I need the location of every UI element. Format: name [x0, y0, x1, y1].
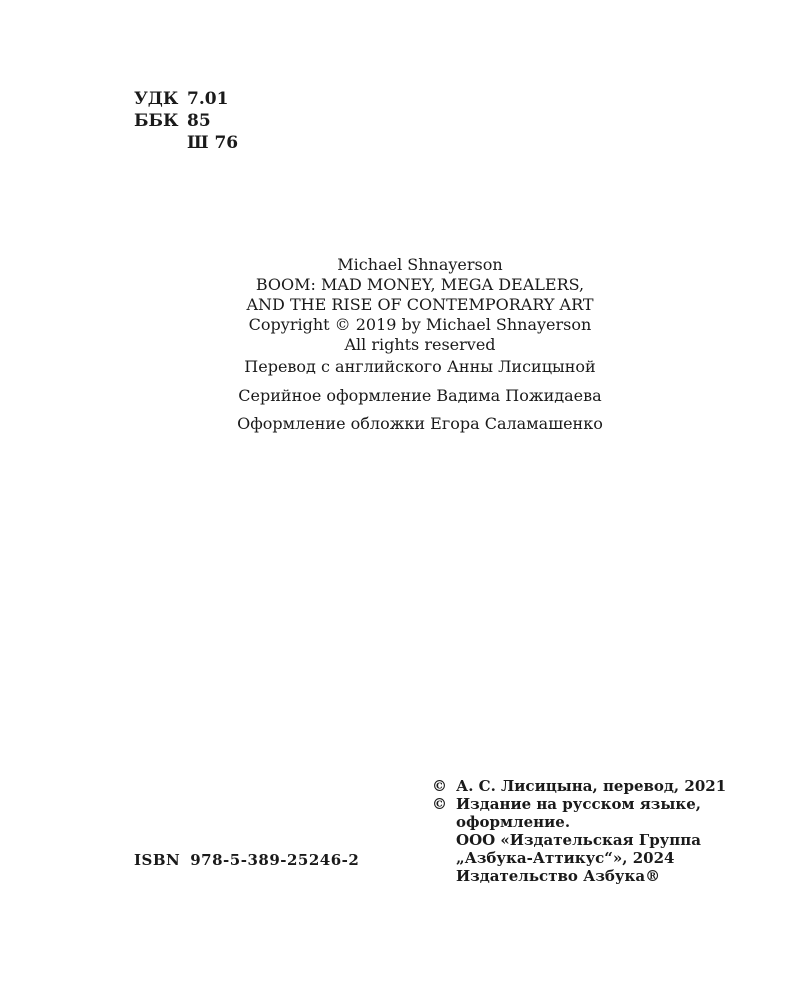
- author-mark: Ш 76: [187, 133, 239, 153]
- copyright-block: [432, 777, 726, 885]
- series-design-credit: Серийное оформление Вадима Пожидаева: [238, 386, 602, 405]
- copyright-line-edition: [432, 795, 726, 885]
- edition-line: Издательство Азбука®: [456, 867, 661, 885]
- copyright-symbol: ©: [432, 777, 447, 795]
- translation-copyright-text: А. С. Лисицына, перевод, 2021: [456, 777, 727, 795]
- original-author: Michael Shnayerson: [337, 255, 503, 274]
- udk-value: 7.01: [187, 89, 229, 109]
- original-title-line1: BOOM: MAD MONEY, MEGA DEALERS,: [255, 275, 585, 294]
- cover-design-credit: Оформление обложки Егора Саламашенко: [237, 414, 603, 433]
- edition-line: Издание на русском языке,: [456, 795, 701, 813]
- edition-copyright-text: [456, 795, 701, 885]
- udk-label: УДК: [134, 89, 179, 109]
- edition-line: оформление.: [456, 813, 571, 831]
- isbn-line: [134, 851, 359, 869]
- original-title-line2: AND THE RISE OF CONTEMPORARY ART: [246, 295, 594, 314]
- bbk-label: ББК: [134, 111, 179, 131]
- edition-line: ООО «Издательская Группа: [456, 831, 701, 849]
- original-edition-block: [0, 255, 800, 355]
- original-copyright: Copyright © 2019 by Michael Shnayerson: [248, 315, 592, 334]
- copyright-symbol: ©: [432, 795, 447, 813]
- original-rights: All rights reserved: [344, 335, 496, 354]
- isbn-value: 978-5-389-25246-2: [190, 851, 360, 869]
- udk-row: [134, 88, 238, 110]
- author-mark-row: [134, 132, 238, 154]
- translation-credit: Перевод с английского Анны Лисицыной: [244, 357, 596, 376]
- bbk-value: 85: [187, 111, 211, 131]
- bbk-row: [134, 110, 238, 132]
- copyright-line-translation: [432, 777, 726, 795]
- edition-line: „Азбука-Аттикус“», 2024: [456, 849, 675, 867]
- classification-block: [134, 88, 238, 154]
- isbn-label: ISBN: [134, 851, 181, 869]
